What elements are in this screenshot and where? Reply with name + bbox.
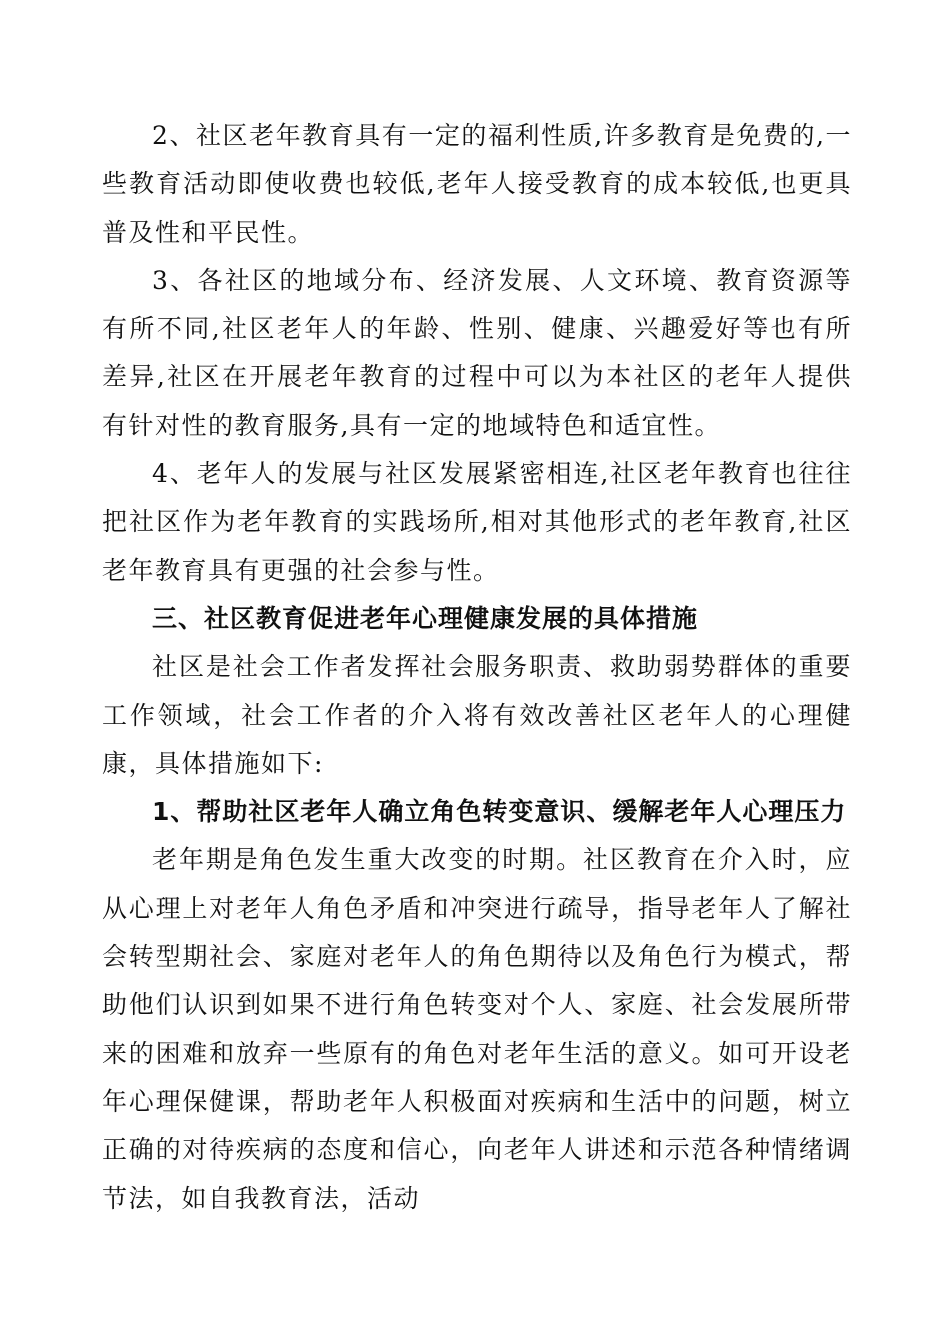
subsection-paragraph: 老年期是角色发生重大改变的时期。社区教育在介入时，应从心理上对老年人角色矛盾和冲突进行疏导，指导老年人了解社会转型期社会、家庭对老年人的角色期待以及角色行为模式，帮助他们认识到如果不进行角色转变对个人、家庭、社会发展所带来的困难和放弃一些原有的角色对老年生活的意义。如可开设老年心理保健课，帮助老年人积极面对疾病和生活中的问题，树立正确的对待疾病的态度和信心，向老年人讲述和示范各种情绪调节法，如自我教育法，活动 [102,845,852,1213]
paragraph-item-2: 2、社区老年教育具有一定的福利性质,许多教育是免费的,一些教育活动即使收费也较低,老年人接受教育的成本较低,也更具普及性和平民性。 [102,121,852,247]
subsection-heading: 1、帮助社区老年人确立角色转变意识、缓解老年人心理压力 [152,797,847,827]
document-body [102,112,852,1223]
paragraph-item-4: 4、老年人的发展与社区发展紧密相连,社区老年教育也往往把社区作为老年教育的实践场所,相对其他形式的老年教育,社区老年教育具有更强的社会参与性。 [102,459,852,585]
paragraph-item-3: 3、各社区的地域分布、经济发展、人文环境、教育资源等有所不同,社区老年人的年龄、性别、健康、兴趣爱好等也有所差异,社区在开展老年教育的过程中可以为本社区的老年人提供有针对性的教育服务,具有一定的地域特色和适宜性。 [102,265,852,440]
section-heading: 三、社区教育促进老年心理健康发展的具体措施 [152,603,699,633]
section-intro-paragraph: 社区是社会工作者发挥社会服务职责、救助弱势群体的重要工作领域，社会工作者的介入将有效改善社区老年人的心理健康，具体措施如下: [102,652,852,778]
